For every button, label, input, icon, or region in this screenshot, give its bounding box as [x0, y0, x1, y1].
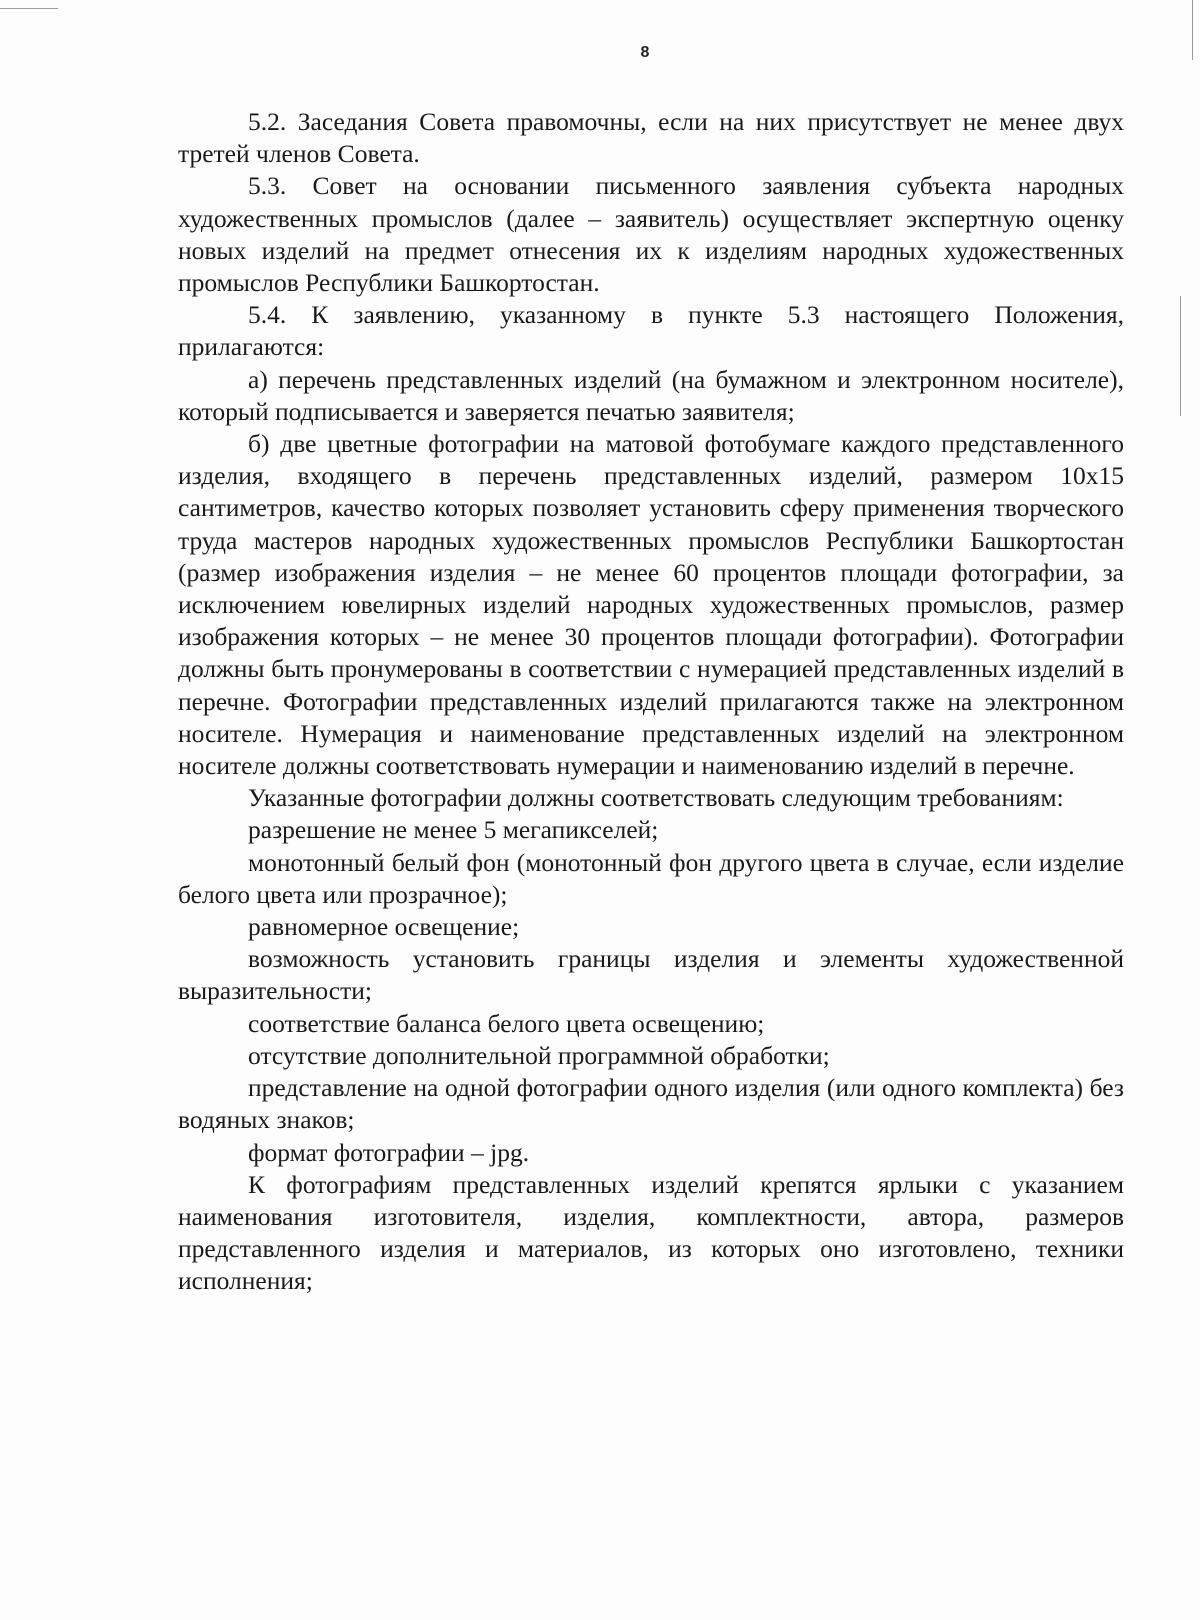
list-item-a: а) перечень представленных изделий (на бумажном и электронном носителе), который подписывается и заверяется печатью заявителя;: [178, 364, 1124, 426]
scan-edge-mark: [1180, 296, 1181, 416]
requirement-background: монотонный белый фон (монотонный фон другого цвета в случае, если изделие белого цвета или прозрачное);: [178, 847, 1124, 909]
requirement-format: формат фотографии – jpg.: [248, 1137, 530, 1167]
paragraph-5-3: 5.3. Совет на основании письменного заявления субъекта народных художественных промыслов (далее – заявитель) осуществляет экспертную оценку новых изделий на предмет отнесения их к изделиям народных художественных промыслов Республики Башкортостан.: [178, 171, 1124, 298]
page-number: 8: [640, 44, 650, 61]
paragraph-5-2: 5.2. Заседания Совета правомочны, если на них присутствует не менее двух третей членов Совета.: [178, 107, 1124, 169]
document-body: [178, 106, 1124, 1298]
scan-edge-mark: [0, 8, 58, 9]
requirements-intro: Указанные фотографии должны соответствовать следующим требованиям:: [248, 783, 1064, 813]
list-item-b: б) две цветные фотографии на матовой фотобумаге каждого представленного изделия, входящего в перечень представленных изделий, размером 10х15 сантиметров, качество которых позволяет установить сферу применения творческого труда мастеров народных художественных промыслов Республики Башкортостан (размер изображения изделия – не менее 60 процентов площади фотографии, за исключением ювелирных изделий народных художественных промыслов, размер изображения которых – не менее 30 процентов площади фотографии). Фотографии должны быть пронумерованы в соответствии с нумерацией представленных изделий в перечне. Фотографии представленных изделий прилагаются также на электронном носителе. Нумерация и наименование представленных изделий на электронном носителе должны соответствовать нумерации и наименованию изделий в перечне.: [178, 429, 1124, 781]
requirement-lighting: равномерное освещение;: [248, 912, 520, 942]
requirement-boundaries: возможность установить границы изделия и элементы художественной выразительности;: [178, 944, 1124, 1006]
requirement-white-balance: соответствие баланса белого цвета освещению;: [248, 1008, 765, 1038]
labels-paragraph: К фотографиям представленных изделий крепятся ярлыки с указанием наименования изготовителя, изделия, комплектности, автора, размеров представленного изделия и материалов, из которых оно изготовлено, техники исполнения;: [178, 1169, 1124, 1296]
requirement-no-processing: отсутствие дополнительной программной обработки;: [248, 1040, 830, 1070]
requirement-resolution: разрешение не менее 5 мегапикселей;: [248, 815, 659, 845]
requirement-single-item: представление на одной фотографии одного изделия (или одного комплекта) без водяных знаков;: [178, 1073, 1124, 1135]
paragraph-5-4: 5.4. К заявлению, указанному в пункте 5.3 настоящего Положения, прилагаются:: [178, 300, 1124, 362]
